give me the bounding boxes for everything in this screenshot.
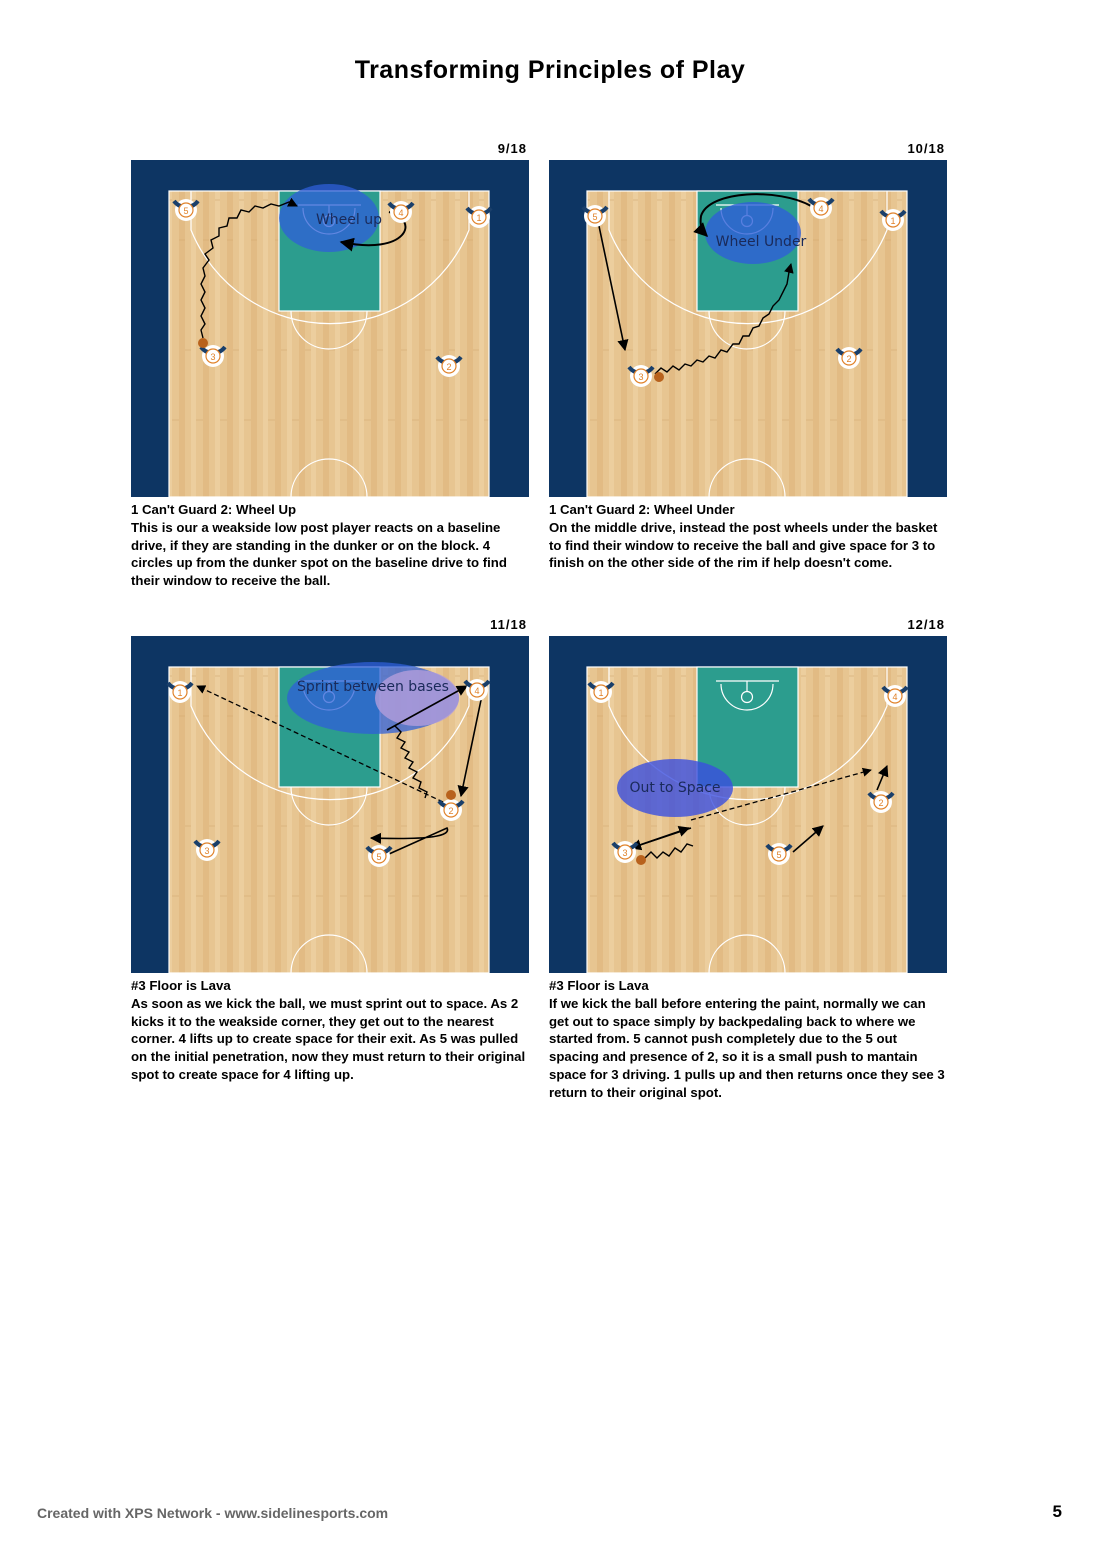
caption-text: As soon as we kick the ball, we must sprint out to space. As 2 kicks it to the weakside corner, they get out to the nearest corner. 4 lifts up to create space for their exit. As 5 was pulled on the initial penetration, now they must return to their original spot to create space for 4 lifting up.: [131, 995, 526, 1082]
player-5: 5: [592, 212, 598, 222]
player-3: 3: [204, 846, 210, 856]
ball: [446, 790, 456, 800]
player-1: 1: [890, 216, 896, 226]
bubble-label: Wheel Under: [715, 234, 807, 250]
caption-wheel-under: [549, 501, 949, 572]
player-1: 1: [476, 213, 482, 223]
player-4: 4: [892, 692, 898, 702]
bubble-label: Sprint between bases: [297, 679, 449, 695]
footer-credit: Created with XPS Network - www.sidelinesports.com: [37, 1505, 389, 1521]
ball: [198, 338, 208, 348]
bubble-label: Wheel up: [315, 212, 383, 228]
player-2: 2: [846, 354, 852, 364]
ball: [636, 855, 646, 865]
player-5: 5: [776, 850, 782, 860]
caption-text: If we kick the ball before entering the paint, normally we can get out to space simply by backpedaling back to where we started from. 5 cannot push completely due to the 5 out spacing and presence of 2, so it is a small push to mantain space for 3 driving. 1 pulls up and then returns once they see 3 return to their original spot.: [549, 995, 945, 1100]
player-5: 5: [183, 206, 189, 216]
slide-number-9: 9/18: [497, 141, 527, 156]
player-2: 2: [446, 362, 452, 372]
diagram-wheel-up: [131, 160, 529, 497]
bubble-label: Out to Space: [629, 780, 721, 796]
caption-text: This is our a weakside low post player reacts on a baseline drive, if they are standing in the dunker or on the block. 4 circles up from the dunker spot on the baseline drive to find their window to receive the ball.: [131, 519, 507, 589]
caption-text: On the middle drive, instead the post wheels under the basket to find their window to receive the ball and give space for 3 to finish on the other side of the rim if help doesn't come.: [549, 519, 938, 571]
page-title: Transforming Principles of Play: [354, 56, 746, 84]
caption-floor-is-lava-1: [131, 977, 531, 1084]
player-3: 3: [638, 372, 644, 382]
diagram-wheel-under: [549, 160, 947, 497]
player-2: 2: [878, 798, 884, 808]
player-2: 2: [448, 806, 454, 816]
page-number: 5: [1052, 1502, 1062, 1521]
player-4: 4: [398, 208, 404, 218]
player-4: 4: [474, 686, 480, 696]
diagram-sprint-between-bases: [131, 636, 529, 973]
ball: [654, 372, 664, 382]
player-1: 1: [598, 688, 604, 698]
caption-title: #3 Floor is Lava: [549, 978, 649, 993]
player-5: 5: [376, 852, 382, 862]
caption-floor-is-lava-2: [549, 977, 949, 1102]
caption-wheel-up: [131, 501, 531, 590]
slide-number-11: 11/18: [490, 617, 527, 632]
player-3: 3: [210, 352, 216, 362]
caption-title: 1 Can't Guard 2: Wheel Up: [131, 502, 297, 517]
slide-number-10: 10/18: [907, 141, 945, 156]
caption-title: 1 Can't Guard 2: Wheel Under: [549, 502, 735, 517]
player-1: 1: [177, 688, 183, 698]
player-4: 4: [818, 204, 824, 214]
caption-title: #3 Floor is Lava: [131, 978, 231, 993]
diagram-out-to-space: [549, 636, 947, 973]
slide-number-12: 12/18: [907, 617, 945, 632]
player-3: 3: [622, 848, 628, 858]
